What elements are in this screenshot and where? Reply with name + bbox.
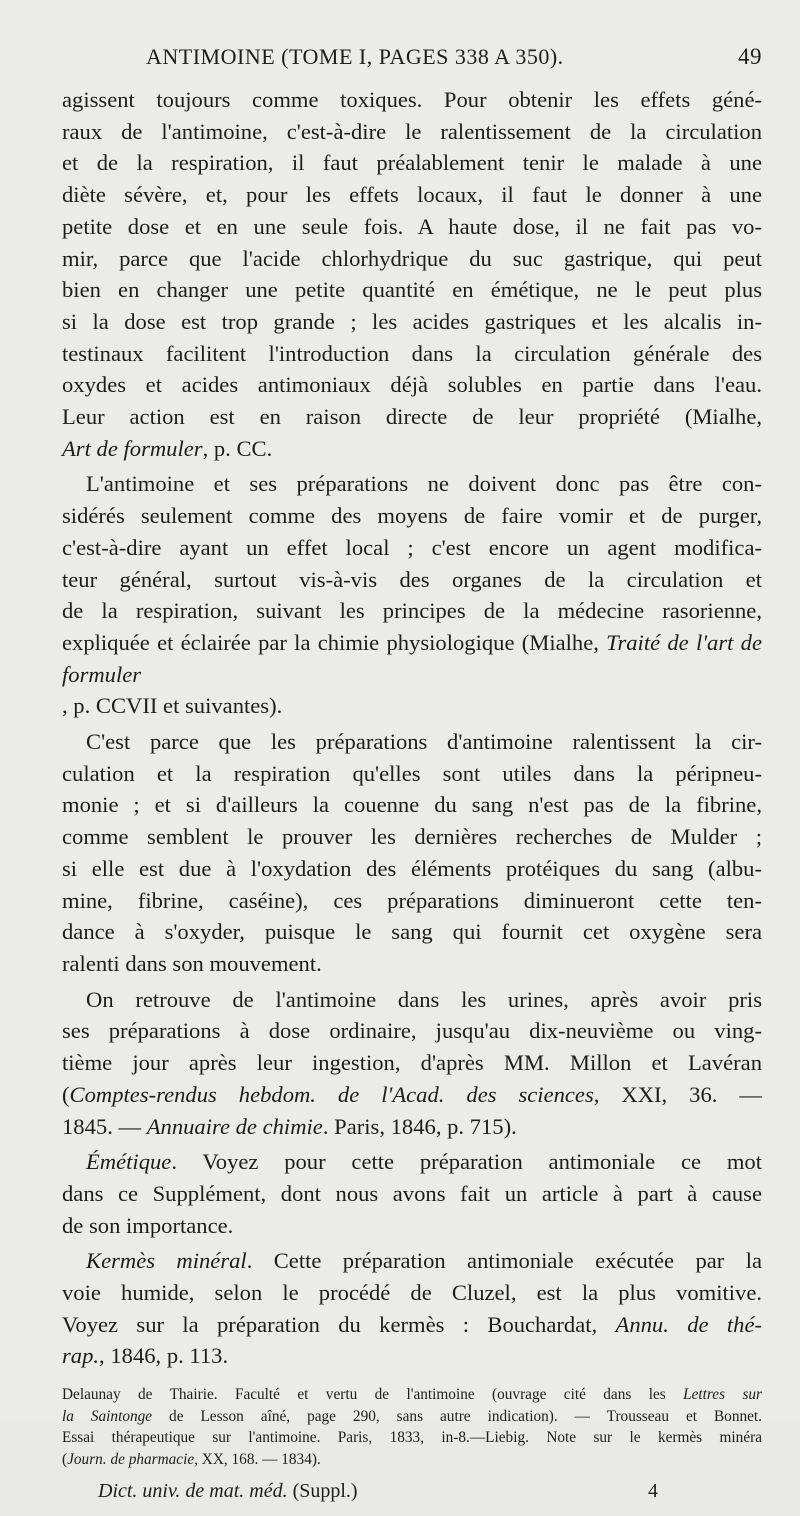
text-line: si elle est due à l'oxydation des éléments protéiques du sang (albu- [62,855,762,881]
text-line: ses préparations à dose ordinaire, jusqu'au dix-neuvième ou ving- [62,1018,762,1044]
text-line: 1845. — Annuaire de chimie. Paris, 1846, p. 715). [62,1113,517,1139]
note-line: (Journ. de pharmacie, XX, 168. — 1834). [62,1450,321,1468]
text-line: Leur action est en raison directe de leur propriété (Mialhe, [62,404,762,430]
running-title: ANTIMOINE (TOME I, PAGES 338 A 350). [146,44,564,69]
text-line: mine, fibrine, caséine), ces préparations diminueront cette ten- [62,887,762,913]
text-line: tième jour après leur ingestion, d'après MM. Millon et Lavéran [62,1050,762,1076]
note-line: la Saintonge de Lesson aîné, page 290, sans autre indication). — Trousseau et Bonnet. [62,1407,762,1425]
text-line: culation et la respiration qu'elles sont utiles dans la péripneu- [62,760,762,786]
text-line: dance à s'oxyder, puisque le sang qui fournit cet oxygène sera [62,919,762,945]
text-line: teur général, surtout vis-à-vis des organes de la circulation et [62,566,762,592]
text-line: Émétique. Voyez pour cette préparation antimoniale ce mot [86,1149,762,1175]
text-line: , p. CCVII et suivantes). [62,693,283,719]
text-line: petite dose et en une seule fois. A haute dose, il ne fait pas vo- [62,213,762,239]
text-line: rap., 1846, p. 113. [62,1343,229,1369]
text-line: c'est-à-dire ayant un effet local ; c'est encore un agent modifica- [62,534,762,560]
signature-number: 4 [648,1480,658,1503]
text-line: bien en changer une petite quantité en émétique, ne le peut plus [62,277,762,303]
page-number: 49 [738,44,762,69]
text-line: agissent toujours comme toxiques. Pour obtenir les effets géné- [62,87,762,112]
text-line: ralenti dans son mouvement. [62,950,322,976]
text-line: Kermès minéral. Cette préparation antimoniale exécutée par la [86,1248,763,1274]
text-line: Art de formuler, p. CC. [62,435,273,461]
page-footer [62,1480,762,1516]
page-header [62,40,762,84]
note-line: Essai thérapeutique sur l'antimoine. Paris, 1833, in-8.—Liebig. Note sur le kermès minéra [62,1429,762,1447]
main-text [62,84,762,1372]
text-line: dans ce Supplément, dont nous avons fait un article à part à cause [62,1180,762,1206]
text-line: mir, parce que l'acide chlorhydrique du suc gastrique, qui peut [62,245,762,271]
text-line: oxydes et acides antimoniaux déjà solubles en partie dans l'eau. [62,372,762,398]
text-line: de la respiration, suivant les principes de la médecine rasorienne, [62,598,762,624]
text-line: expliquée et éclairée par la chimie physiologique (Mialhe, Traité de l'art de formuler [62,629,762,687]
text-line: Voyez sur la préparation du kermès : Bouchardat, Annu. de thé- [62,1311,762,1337]
text-line: C'est parce que les préparations d'antimoine ralentissent la cir- [86,729,762,755]
text-line: et de la respiration, il faut préalablement tenir le malade à une [62,150,762,176]
text-line: diète sévère, et, pour les effets locaux, il faut le donner à une [62,182,762,208]
bibliography-note [62,1384,762,1470]
text-line: (Comptes-rendus hebdom. de l'Acad. des sciences, XXI, 36. — [62,1081,762,1107]
text-line: L'antimoine et ses préparations ne doivent donc pas être con- [86,471,762,497]
note-line: Delaunay de Thairie. Faculté et vertu de l'antimoine (ouvrage cité dans les Lettres sur [62,1386,763,1404]
text-line: de son importance. [62,1212,234,1238]
text-line: comme semblent le prouver les dernières recherches de Mulder ; [62,824,762,850]
text-line: sidérés seulement comme des moyens de faire vomir et de purger, [62,503,762,529]
text-line: voie humide, selon le procédé de Cluzel, est la plus vomitive. [62,1280,762,1306]
text-line: On retrouve de l'antimoine dans les urines, après avoir pris [86,986,762,1012]
text-line: testinaux facilitent l'introduction dans la circulation générale des [62,340,762,366]
text-line: si la dose est trop grande ; les acides gastriques et les alcalis in- [62,308,762,334]
printer-signature: Dict. univ. de mat. méd. (Suppl.) [98,1480,358,1503]
text-line: monie ; et si d'ailleurs la couenne du sang n'est pas de la fibrine, [62,792,762,818]
text-line: raux de l'antimoine, c'est-à-dire le ralentissement de la circulation [62,118,762,144]
